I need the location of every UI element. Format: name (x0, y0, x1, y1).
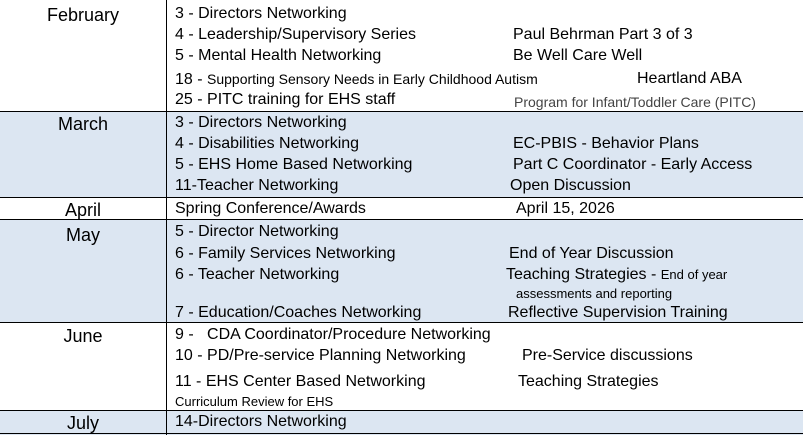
month-april: April (64, 200, 101, 220)
row-divider (0, 197, 803, 198)
event-march-2: 4 - Disabilities Networking (175, 135, 360, 152)
event-may-3-note-small-2: assessments and reporting (516, 286, 673, 301)
event-february-2: 4 - Leadership/Supervisory Series (175, 26, 417, 43)
event-march-4-note: Open Discussion (510, 177, 631, 194)
event-may-3-note (506, 266, 727, 284)
event-may-3: 6 - Teacher Networking (175, 266, 340, 283)
event-march-4: 11-Teacher Networking (175, 177, 339, 194)
event-february-5-note: Program for Infant/Toddler Care (PITC) (514, 94, 756, 110)
event-may-3-note-main: Teaching Strategies - (506, 266, 661, 283)
event-may-3-note-small: End of year (660, 267, 728, 282)
event-april-1: Spring Conference/Awards (175, 200, 366, 217)
event-may-2: 6 - Family Services Networking (175, 245, 396, 262)
event-march-2-note: EC-PBIS - Behavior Plans (513, 135, 699, 152)
event-march-1: 3 - Directors Networking (175, 114, 347, 131)
event-february-4-title: Supporting Sensory Needs in Early Childhood Autism (207, 71, 538, 87)
event-march-3-note: Part C Coordinator - Early Access (513, 156, 753, 173)
month-may: May (65, 225, 100, 245)
event-june-3-note: Teaching Strategies (518, 373, 659, 390)
row-divider (0, 111, 803, 112)
column-divider (166, 0, 167, 435)
event-february-3: 5 - Mental Health Networking (175, 47, 382, 64)
event-june-3: 11 - EHS Center Based Networking (175, 373, 426, 390)
month-march: March (57, 114, 108, 134)
event-february-3-note: Be Well Care Well (513, 47, 643, 64)
event-june-2-note: Pre-Service discussions (522, 347, 693, 364)
event-february-4-date: 18 - (175, 71, 208, 88)
event-february-2-note: Paul Behrman Part 3 of 3 (513, 26, 693, 43)
event-february-1: 3 - Directors Networking (175, 5, 347, 22)
row-divider (0, 322, 803, 323)
row-divider (0, 433, 803, 434)
month-february: February (46, 5, 120, 25)
event-march-3: 5 - EHS Home Based Networking (175, 156, 413, 173)
event-may-4: 7 - Education/Coaches Networking (175, 304, 422, 321)
month-july: July (66, 413, 99, 433)
event-february-4 (175, 70, 538, 89)
event-july-1: 14-Directors Networking (175, 413, 347, 430)
event-february-5: 25 - PITC training for EHS staff (175, 91, 396, 108)
event-june-1: 9 - CDA Coordinator/Procedure Networking (175, 326, 491, 343)
event-april-1-note: April 15, 2026 (516, 200, 615, 217)
event-june-2: 10 - PD/Pre-service Planning Networking (175, 347, 466, 364)
event-february-4-note: Heartland ABA (637, 70, 742, 87)
row-divider (0, 410, 803, 411)
month-june: June (63, 326, 103, 346)
event-may-4-note: Reflective Supervision Training (508, 304, 728, 321)
event-june-3-sub: Curriculum Review for EHS (175, 394, 334, 409)
event-may-2-note: End of Year Discussion (509, 245, 674, 262)
event-may-1: 5 - Director Networking (175, 223, 339, 240)
